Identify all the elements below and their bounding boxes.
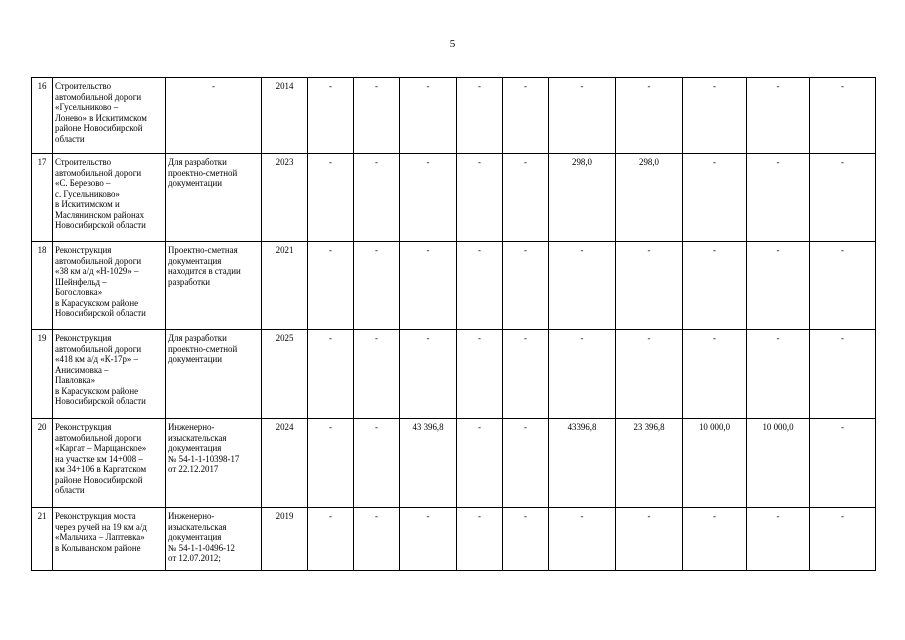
row-number: 19 [32,330,53,419]
row-number: 17 [32,154,53,242]
object-name: Реконструкция автомобильной дороги «Каргат – Марщанское» на участке км 14+008 – км 34+106 в Каргатском районе Новосибирской области [53,419,166,508]
value-cell: - [810,330,876,419]
object-name: Строительство автомобильной дороги «С. Березово – с. Гусельниково» в Искитимском и Маслянинском районах Новосибирской области [53,154,166,242]
value-cell: - [747,508,810,571]
value-cell: - [549,78,616,154]
completion-year: 2021 [262,242,308,330]
value-cell: - [400,508,457,571]
completion-year: 2025 [262,330,308,419]
value-cell: 10 000,0 [683,419,747,508]
value-cell: 298,0 [549,154,616,242]
value-cell: 23 396,8 [616,419,683,508]
value-cell: - [308,78,354,154]
value-cell: - [354,419,400,508]
table-row [32,330,876,419]
value-cell: - [400,242,457,330]
value-cell: - [616,508,683,571]
value-cell: 43 396,8 [400,419,457,508]
value-cell: - [747,154,810,242]
value-cell: - [683,242,747,330]
completion-year: 2024 [262,419,308,508]
value-cell: - [308,154,354,242]
value-cell: - [308,330,354,419]
table-row [32,508,876,571]
completion-year: 2023 [262,154,308,242]
value-cell: - [747,78,810,154]
value-cell: - [683,78,747,154]
value-cell: - [616,330,683,419]
table-row [32,154,876,242]
documentation-status: Инженерно- изыскательская документация № 54-1-1-0496-12 от 12.07.2012; [166,508,262,571]
value-cell: - [354,330,400,419]
table-row [32,242,876,330]
value-cell: - [616,78,683,154]
page-number: 5 [449,38,456,50]
documentation-status: Инженерно- изыскательская документация № 54-1-1-10398-17 от 22.12.2017 [166,419,262,508]
value-cell: - [457,330,503,419]
row-number: 18 [32,242,53,330]
object-name: Реконструкция автомобильной дороги «418 км а/д «К-17р» – Анисимовка – Павловка» в Карасукском районе Новосибирской области [53,330,166,419]
table-row [32,419,876,508]
value-cell: - [747,242,810,330]
value-cell: - [683,508,747,571]
value-cell: - [810,154,876,242]
value-cell: - [354,78,400,154]
value-cell: - [457,508,503,571]
value-cell: - [457,242,503,330]
table-row [32,78,876,154]
value-cell: - [549,508,616,571]
object-name: Строительство автомобильной дороги «Гусельниково – Лонево» в Искитимском районе Новосибирской области [53,78,166,154]
value-cell: - [503,242,549,330]
value-cell: - [683,330,747,419]
documentation-status: Для разработки проектно-сметной документации [166,154,262,242]
value-cell: 10 000,0 [747,419,810,508]
value-cell: - [400,78,457,154]
value-cell: - [503,330,549,419]
value-cell: - [457,78,503,154]
documentation-status: Для разработки проектно-сметной документации [166,330,262,419]
table-body [32,78,876,571]
object-name: Реконструкция автомобильной дороги «38 км а/д «Н-1029» – Шейнфельд – Богословка» в Карасукском районе Новосибирской области [53,242,166,330]
value-cell: - [457,154,503,242]
value-cell: - [683,154,747,242]
value-cell: - [503,78,549,154]
row-number: 16 [32,78,53,154]
value-cell: - [400,154,457,242]
value-cell: - [810,508,876,571]
value-cell: - [308,508,354,571]
value-cell: - [308,242,354,330]
value-cell: - [503,154,549,242]
value-cell: - [549,242,616,330]
value-cell: - [616,242,683,330]
value-cell: - [354,508,400,571]
completion-year: 2014 [262,78,308,154]
value-cell: - [308,419,354,508]
value-cell: - [810,242,876,330]
value-cell: - [503,508,549,571]
value-cell: - [549,330,616,419]
value-cell: - [457,419,503,508]
value-cell: - [354,154,400,242]
value-cell: - [354,242,400,330]
value-cell: - [747,330,810,419]
completion-year: 2019 [262,508,308,571]
projects-table [31,77,876,571]
value-cell: - [810,419,876,508]
value-cell: - [503,419,549,508]
value-cell: - [400,330,457,419]
value-cell: 298,0 [616,154,683,242]
value-cell: - [810,78,876,154]
value-cell: 43396,8 [549,419,616,508]
row-number: 20 [32,419,53,508]
object-name: Реконструкция моста через ручей на 19 км а/д «Мальчиха – Лаптевка» в Колыванском районе [53,508,166,571]
documentation-status: Проектно-сметная документация находится в стадии разработки [166,242,262,330]
documentation-status: - [166,78,262,154]
row-number: 21 [32,508,53,571]
